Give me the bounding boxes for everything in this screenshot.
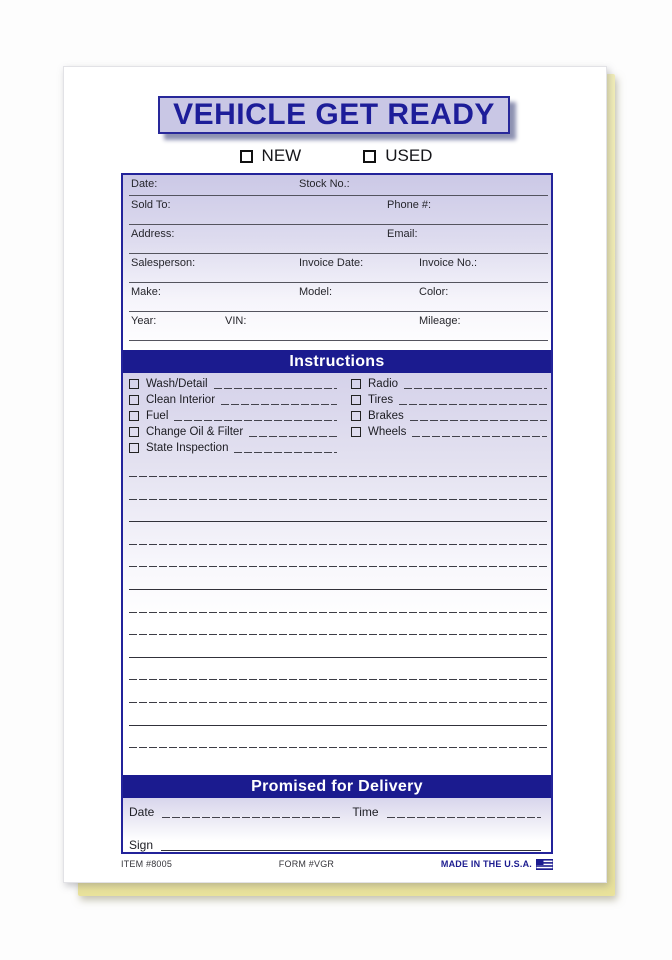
- delivery-date-label: Date: [129, 805, 155, 819]
- checklist-label: Wheels: [368, 426, 407, 438]
- checklist-item-wheels: [351, 426, 549, 438]
- form-title-banner: [158, 96, 510, 134]
- checklist-label: Wash/Detail: [146, 378, 208, 390]
- field-row: [129, 254, 548, 283]
- checklist: [123, 373, 551, 470]
- delivery-date-time-row: [129, 798, 545, 819]
- write-in-line: [129, 612, 547, 613]
- delivery-sign-row: [129, 819, 545, 852]
- write-in-line: [412, 436, 547, 437]
- form-number: FORM #VGR: [278, 859, 335, 869]
- field-label-email: Email:: [387, 228, 418, 240]
- write-in-line: [129, 566, 547, 567]
- checklist-item-fuel: [129, 410, 339, 422]
- used-label: USED: [385, 146, 433, 165]
- checklist-label: Brakes: [368, 410, 404, 422]
- clean-interior-checkbox: [129, 395, 139, 405]
- field-label-make: Make:: [131, 286, 161, 298]
- write-in-line: [129, 476, 547, 477]
- delivery-title: Promised for Delivery: [251, 777, 423, 795]
- field-label-address: Address:: [131, 228, 175, 240]
- checklist-item-radio: [351, 378, 549, 390]
- write-in-line: [129, 657, 547, 658]
- write-in-line: [249, 436, 337, 437]
- field-label-salesperson: Salesperson:: [131, 257, 196, 269]
- write-in-line: [129, 589, 547, 590]
- write-in-line: [399, 404, 547, 405]
- checklist-item-tires: [351, 394, 549, 406]
- write-in-line: [129, 544, 547, 545]
- ruled-lines: [123, 476, 551, 781]
- field-label-invoice-no: Invoice No.:: [419, 257, 478, 269]
- brakes-checkbox: [351, 411, 361, 421]
- condition-used: [363, 146, 432, 166]
- write-in-line: [129, 634, 547, 635]
- field-label-stock-no: Stock No.:: [299, 178, 350, 190]
- form-footer: [121, 857, 553, 871]
- condition-new: [240, 146, 302, 166]
- field-label-color: Color:: [419, 286, 449, 298]
- write-in-line: [214, 388, 337, 389]
- field-label-sold-to: Sold To:: [131, 199, 171, 211]
- write-in-line: [221, 404, 337, 405]
- checklist-item-brakes: [351, 410, 549, 422]
- write-in-line: [129, 725, 547, 726]
- condition-row: [64, 145, 608, 167]
- wheels-checkbox: [351, 427, 361, 437]
- field-row: [129, 312, 548, 341]
- field-label-mileage: Mileage:: [419, 315, 461, 327]
- checklist-item-state-inspection: [129, 442, 339, 454]
- field-label-year: Year:: [131, 315, 157, 327]
- change-oil-filter-checkbox: [129, 427, 139, 437]
- write-in-line: [404, 388, 547, 389]
- write-in-line: [387, 817, 541, 818]
- instructions-title: Instructions: [289, 352, 385, 370]
- delivery-section: [123, 798, 551, 852]
- made-in-usa-label: MADE IN THE U.S.A.: [440, 859, 532, 869]
- us-flag-icon: [536, 859, 553, 870]
- wash-detail-checkbox: [129, 379, 139, 389]
- checklist-item-wash-detail: [129, 378, 339, 390]
- state-inspection-checkbox: [129, 443, 139, 453]
- form-title: VEHICLE GET READY: [173, 98, 495, 131]
- write-in-line: [174, 420, 337, 421]
- field-label-phone: Phone #:: [387, 199, 432, 211]
- fuel-checkbox: [129, 411, 139, 421]
- write-in-line: [129, 702, 547, 703]
- checklist-label: State Inspection: [146, 442, 229, 454]
- field-label-date: Date:: [131, 178, 158, 190]
- write-in-line: [162, 817, 340, 818]
- signature-line: [161, 850, 541, 851]
- new-checkbox: [240, 150, 253, 163]
- instructions-header: [123, 350, 551, 373]
- field-row: [129, 175, 548, 196]
- write-in-line: [129, 499, 547, 500]
- field-label-model: Model:: [299, 286, 333, 298]
- instructions-section: [123, 373, 551, 775]
- checklist-left-column: [129, 378, 339, 454]
- write-in-line: [129, 747, 547, 748]
- radio-checkbox: [351, 379, 361, 389]
- made-in-usa: [441, 859, 553, 870]
- delivery-header: [123, 775, 551, 798]
- checklist-label: Change Oil & Filter: [146, 426, 244, 438]
- write-in-line: [129, 679, 547, 680]
- write-in-line: [234, 452, 337, 453]
- field-row: [129, 283, 548, 312]
- form-body: [121, 173, 553, 854]
- checklist-label: Clean Interior: [146, 394, 216, 406]
- checklist-label: Radio: [368, 378, 399, 390]
- delivery-time-label: Time: [352, 805, 379, 819]
- tires-checkbox: [351, 395, 361, 405]
- form-sheet: [63, 66, 607, 883]
- checklist-label: Tires: [368, 394, 394, 406]
- field-label-vin: VIN:: [225, 315, 247, 327]
- checklist-label: Fuel: [146, 410, 169, 422]
- checklist-right-column: [351, 378, 549, 438]
- fields-section: [123, 175, 551, 350]
- write-in-line: [129, 521, 547, 522]
- checklist-item-clean-interior: [129, 394, 339, 406]
- write-in-line: [410, 420, 547, 421]
- item-number: ITEM #8005: [121, 859, 173, 869]
- field-row: [129, 225, 548, 254]
- checklist-item-change-oil-filter: [129, 426, 339, 438]
- delivery-sign-label: Sign: [129, 838, 154, 852]
- new-label: NEW: [261, 146, 302, 165]
- field-label-invoice-date: Invoice Date:: [299, 257, 364, 269]
- field-row: [129, 196, 548, 225]
- used-checkbox: [363, 150, 376, 163]
